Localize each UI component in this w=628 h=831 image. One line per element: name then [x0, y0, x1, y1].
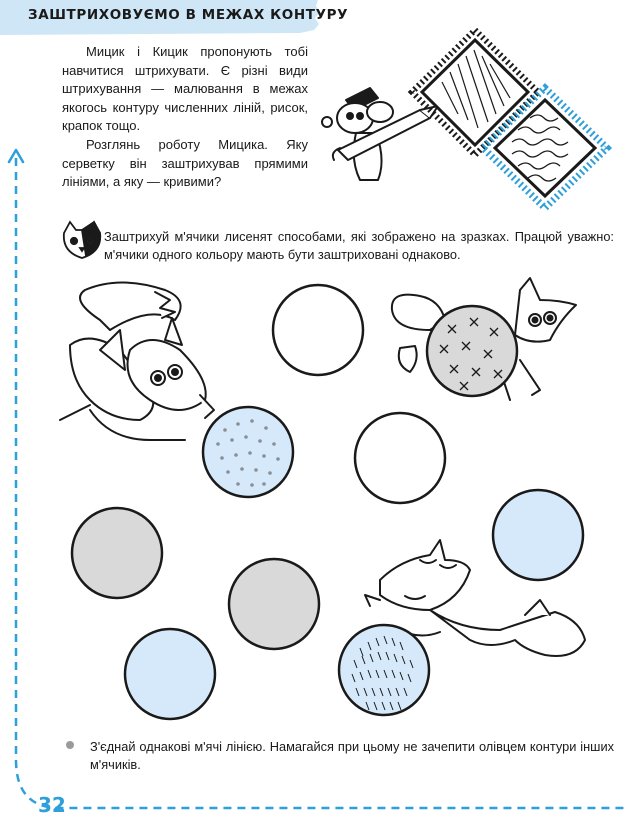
page-title: ЗАШТРИХОВУЄМО В МЕЖАХ КОНТУРУ	[28, 7, 349, 23]
cat-face-icon	[64, 222, 100, 258]
intro-paragraph-2: Розглянь роботу Мицика. Яку серветку він заштрихував прямими лініями, а яку — кривими?	[62, 136, 308, 190]
fox-top-left	[60, 283, 214, 441]
ball-plain-top	[273, 285, 363, 375]
bullet-dot-icon	[66, 741, 74, 749]
mouse-with-pencil-icon	[322, 88, 438, 180]
intro-text	[62, 43, 308, 192]
ball-grey-middle	[229, 559, 319, 649]
ball-plain-middle	[355, 413, 445, 503]
ball-dots-sample	[203, 407, 293, 497]
intro-paragraph-1: Мицик і Кицик пропонують тобі навчитися штрихувати. Є різні види штрихування — малювання в межах якогось контуру численних ліній, рисок, крапок тощо.	[62, 44, 308, 134]
task-instruction: Заштрихуй м'ячики лисенят способами, які зображено на зразках. Працюй уважно: м'ячики одного кольору мають бути заштриховані однаково.	[104, 229, 614, 262]
ball-grey-left	[72, 508, 162, 598]
bullet-instruction: З'єднай однакові м'ячі лінією. Намагайся при цьому не зачепити олівцем контури інших м'ячиків.	[90, 739, 614, 772]
ball-blue-bottom-left	[125, 629, 215, 719]
ball-blue-right	[493, 490, 583, 580]
page-number: 32	[38, 793, 66, 817]
